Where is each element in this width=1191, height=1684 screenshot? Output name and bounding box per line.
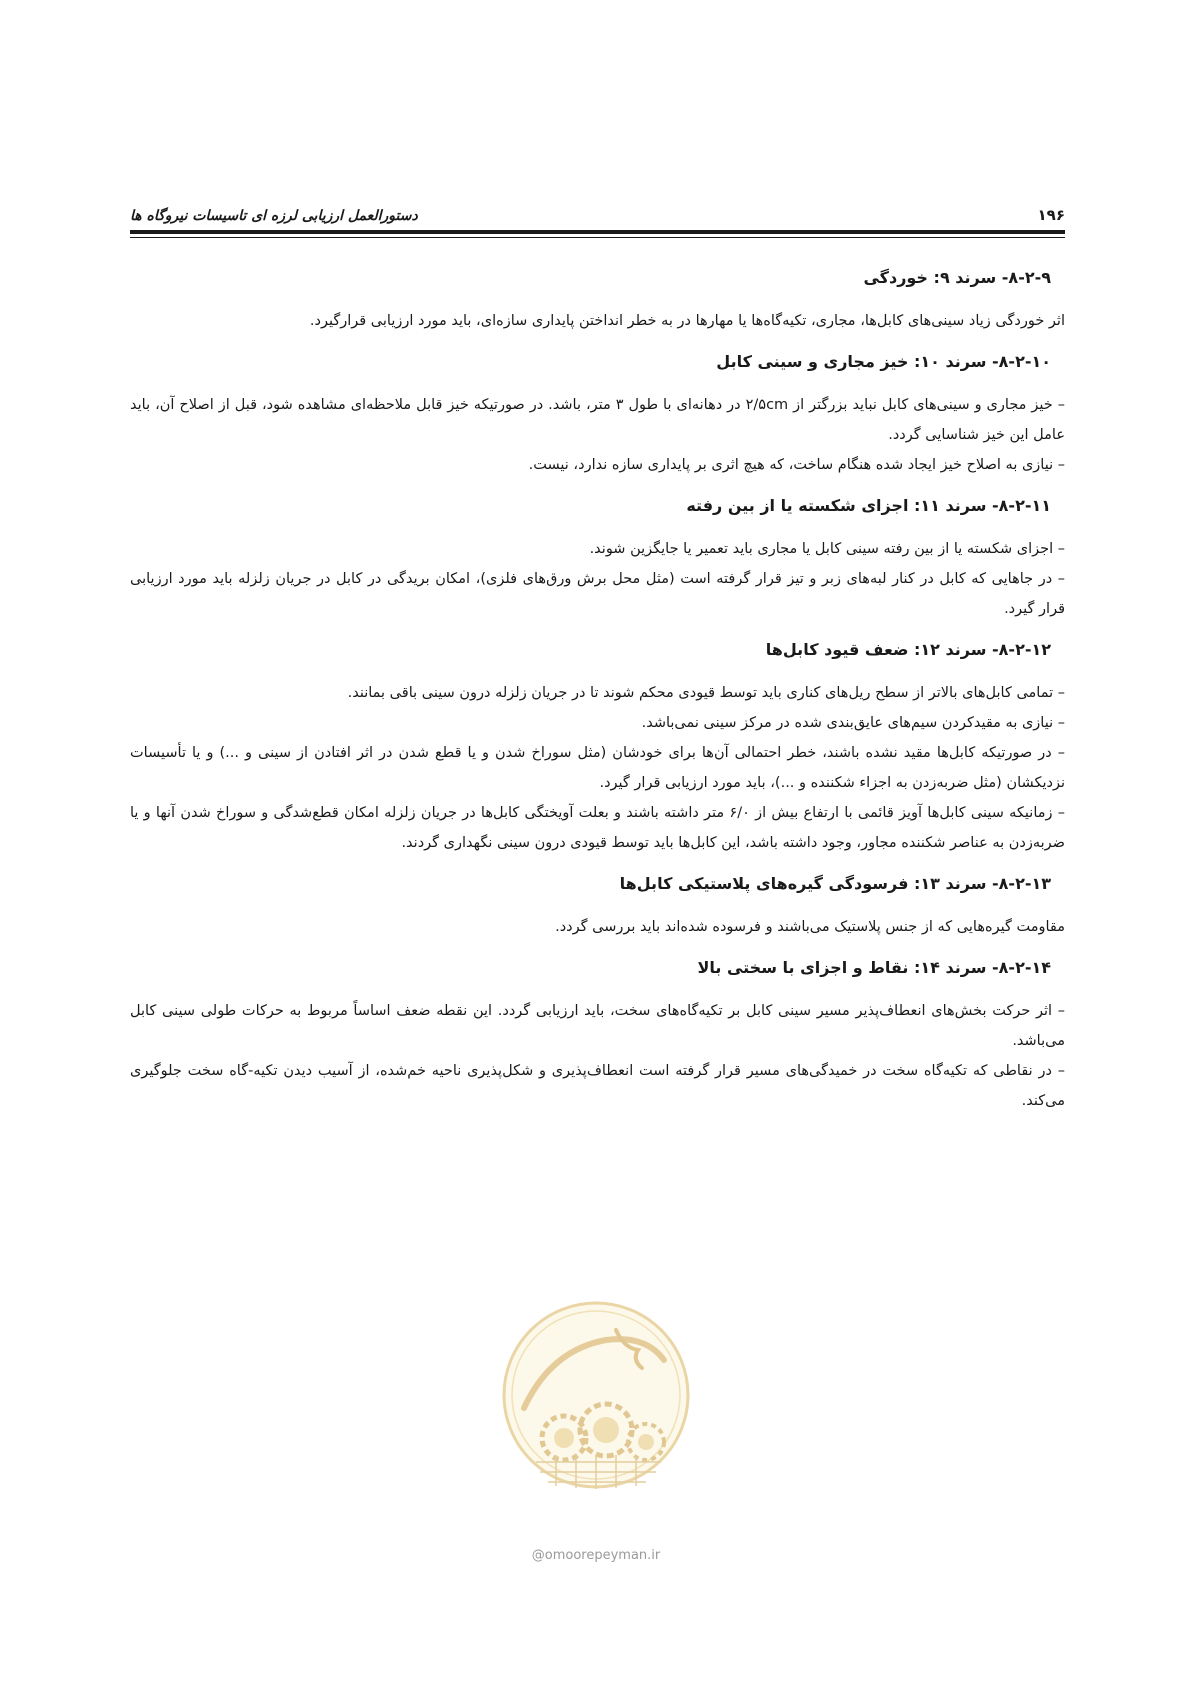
section-heading: ۸-۲-۱۱- سرند ۱۱: اجزای شکسته یا از بین رفته <box>686 496 1051 515</box>
section-paragraph: – در صورتیکه کابل‌ها مقید نشده باشند، خطر احتمالی آن‌ها برای خودشان (مثل سوراخ شدن و یا قطع شدن در اثر افتادن از سینی و ...) و یا تأسیسات نزدیکشان (مثل ضربه‌زدن به اجزاء شکننده و ...)، باید مورد ارزیابی قرار گیرد. <box>130 745 1065 791</box>
section-13 <box>130 868 1065 942</box>
section-paragraph: – نیازی به مقیدکردن سیم‌های عایق‌بندی شده در مرکز سینی نمی‌باشد. <box>641 715 1065 731</box>
body-content <box>130 262 1065 1126</box>
section-14 <box>130 952 1065 1116</box>
section-heading: ۸-۲-۱۳- سرند ۱۳: فرسودگی گیره‌های پلاستیکی کابل‌ها <box>619 874 1051 893</box>
watermark-logo <box>496 1290 696 1500</box>
section-paragraph: – تمامی کابل‌های بالاتر از سطح ریل‌های کناری باید توسط قیودی محکم شوند تا در جریان زلزله درون سینی باقی بمانند. <box>347 685 1065 701</box>
section-paragraph: – نیازی به اصلاح خیز ایجاد شده هنگام ساخت، که هیچ اثری بر پایداری سازه ندارد، نیست. <box>528 457 1065 473</box>
section-paragraph: اثر خوردگی زیاد سینی‌های کابل‌ها، مجاری، تکیه‌گاه‌ها یا مهارها در به خطر انداختن پایداری سازه‌ای، باید مورد ارزیابی قرارگیرد. <box>309 313 1065 329</box>
header-rule-thin <box>130 237 1065 238</box>
section-heading: ۸-۲-۹- سرند ۹: خوردگی <box>863 268 1051 287</box>
section-paragraph: – زمانیکه سینی کابل‌ها آویز قائمی با ارتفاع بیش از ۶/۰ متر داشته باشند و بعلت آویختگی کابل‌ها در جریان زلزله امکان قطع‌شدگی و سوراخ شدن آنها و یا ضربه‌زدن به عناصر شکننده مجاور، وجود داشته باشد، این کابل‌ها باید توسط قیودی درون سینی نگهداری گردند. <box>130 805 1065 851</box>
section-heading: ۸-۲-۱۲- سرند ۱۲: ضعف قیود کابل‌ها <box>765 640 1051 659</box>
section-paragraph: – اجزای شکسته یا از بین رفته سینی کابل یا مجاری باید تعمیر یا جایگزین شوند. <box>589 541 1065 557</box>
header-rule-thick <box>130 230 1065 234</box>
section-paragraph: – در جاهایی که کابل در کنار لبه‌های زبر و تیز قرار گرفته است (مثل محل برش ورق‌های فلزی)، امکان بریدگی در کابل در جریان زلزله باید مورد ارزیابی قرار گیرد. <box>130 571 1065 617</box>
section-heading: ۸-۲-۱۴- سرند ۱۴: نقاط و اجزای با سختی بالا <box>697 958 1051 977</box>
page-header <box>130 196 1065 224</box>
section-9 <box>130 262 1065 336</box>
section-paragraph: – خیز مجاری و سینی‌های کابل نباید بزرگتر از ۲/۵cm در دهانه‌ای با طول ۳ متر، باشد. در صورتیکه خیز قابل ملاحظه‌ای مشاهده شود، قبل از اصلاح آن، باید عامل این خیز شناسایی گردد. <box>130 397 1065 443</box>
watermark-caption: @omoorepeyman.ir <box>531 1548 661 1563</box>
page-number: ۱۹۶ <box>1037 206 1065 224</box>
section-heading: ۸-۲-۱۰- سرند ۱۰: خیز مجاری و سینی کابل <box>716 352 1051 371</box>
section-11 <box>130 490 1065 624</box>
running-title: دستورالعمل ارزیابی لرزه ای تاسیسات نیروگاه ها <box>130 208 418 224</box>
section-10 <box>130 346 1065 480</box>
section-paragraph: مقاومت گیره‌هایی که از جنس پلاستیک می‌باشند و فرسوده شده‌اند باید بررسی گردد. <box>555 919 1065 935</box>
section-paragraph: – اثر حرکت بخش‌های انعطاف‌پذیر مسیر سینی کابل بر تکیه‌گاه‌های سخت، باید ارزیابی گردد. این نقطه ضعف اساساً مربوط به حرکات طولی سینی کابل می‌باشد. <box>130 1003 1065 1049</box>
section-12 <box>130 634 1065 858</box>
section-paragraph: – در نقاطی که تکیه‌گاه سخت در خمیدگی‌های مسیر قرار گرفته است انعطاف‌پذیری و شکل‌پذیری ناحیه خم‌شده، از آسیب دیدن تکیه-گاه سخت جلوگیری می‌کند. <box>130 1063 1065 1109</box>
